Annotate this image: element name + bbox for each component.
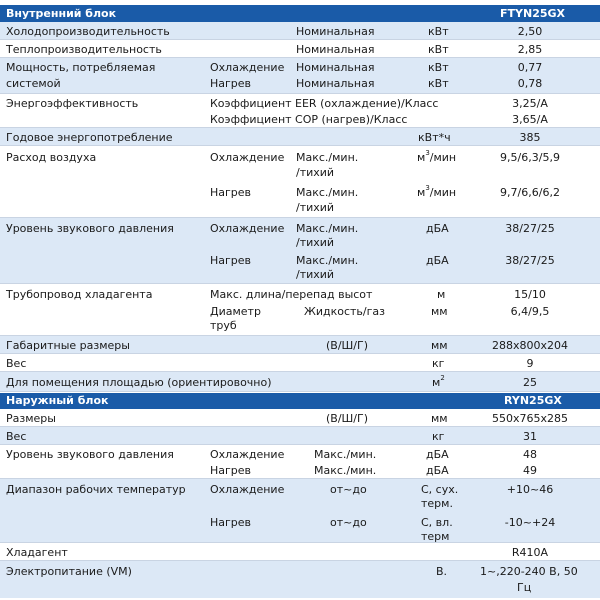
row-operation: Нагрев <box>210 77 252 90</box>
row-unit: В. <box>436 565 448 578</box>
refrigerant-piping-row <box>0 284 600 336</box>
row-unit: кВт <box>428 77 449 90</box>
row-value: 9,5/6,3/5,9 <box>500 151 560 164</box>
power-supply-row <box>0 561 600 598</box>
row-value: -10~+24 <box>504 516 556 529</box>
row-mode: /тихий <box>296 268 335 281</box>
row-descriptor: труб <box>210 319 237 332</box>
row-label: Хладагент <box>6 546 68 559</box>
row-unit: дБА <box>426 464 449 477</box>
row-unit: терм <box>421 530 450 543</box>
row-mode: Макс./мин. <box>296 254 359 267</box>
row-descriptor: Макс. длина/перепад высот <box>210 288 373 301</box>
row-operation: Охлаждение <box>210 222 285 235</box>
operating-temperature-row <box>0 479 600 543</box>
row-mode: Номинальная <box>296 25 375 38</box>
row-value: R410A <box>511 546 549 559</box>
row-value: 0,77 <box>517 61 543 74</box>
row-unit: м <box>437 288 446 301</box>
row-value: 385 <box>519 131 541 144</box>
row-descriptor: Диаметр <box>210 305 261 318</box>
row-operation: Нагрев <box>210 464 252 477</box>
row-unit: С, вл. <box>421 516 453 529</box>
row-unit: $м^2$ <box>432 374 445 389</box>
outdoor-unit-title: Наружный блок <box>6 394 109 407</box>
row-descriptor: Коэффициент EER (охлаждение)/Класс <box>210 97 439 110</box>
row-value: 31 <box>523 430 537 443</box>
row-label: Электропитание (VM) <box>6 565 132 578</box>
row-mode: Номинальная <box>296 43 375 56</box>
indoor-dimensions-row <box>0 336 600 354</box>
row-value: 3,25/A <box>512 97 548 110</box>
row-label: Расход воздуха <box>6 151 97 164</box>
energy-efficiency-row <box>0 94 600 128</box>
row-value: 9,7/6,6/6,2 <box>500 186 560 199</box>
row-value: 49 <box>523 464 537 477</box>
outdoor-dimensions-row <box>0 409 600 427</box>
row-operation: Охлаждение <box>210 448 285 461</box>
row-unit: кВт <box>428 43 449 56</box>
row-unit: кВт <box>428 25 449 38</box>
room-area-row <box>0 372 600 392</box>
row-value: 48 <box>523 448 537 461</box>
airflow-row <box>0 146 600 218</box>
row-value: 2,50 <box>517 25 543 38</box>
row-unit: С, сух. <box>421 483 459 496</box>
power-consumption-row <box>0 58 600 94</box>
row-value: 1~,220-240 В, 50 <box>480 565 578 578</box>
row-mode: Макс./мин. <box>296 186 359 199</box>
row-operation: Нагрев <box>210 516 252 529</box>
row-mode: /тихий <box>296 236 335 249</box>
row-value: 2,85 <box>517 43 543 56</box>
row-unit: дБА <box>426 448 449 461</box>
row-descriptor: Коэффициент COP (нагрев)/Класс <box>210 113 408 126</box>
row-mode: от~до <box>330 483 367 496</box>
row-label: Вес <box>6 430 27 443</box>
outdoor-unit-header <box>0 393 600 409</box>
row-value: +10~46 <box>506 483 554 496</box>
row-label: Теплопроизводительность <box>6 43 162 56</box>
row-operation: Охлаждение <box>210 151 285 164</box>
row-mode: /тихий <box>296 166 335 179</box>
row-value: 550x765x285 <box>491 412 568 425</box>
row-value: 38/27/25 <box>505 222 555 235</box>
row-operation: Охлаждение <box>210 61 285 74</box>
row-unit: дБА <box>426 222 449 235</box>
row-unit: кВт*ч <box>418 131 451 144</box>
row-label: Для помещения площадью (ориентировочно) <box>6 376 272 389</box>
row-mode: (В/Ш/Г) <box>326 412 369 425</box>
row-label: Уровень звукового давления <box>6 448 174 461</box>
row-mode: /тихий <box>296 201 335 214</box>
outdoor-model-name: RYN25GX <box>504 394 562 407</box>
indoor-weight-row <box>0 354 600 372</box>
cooling-capacity-row <box>0 22 600 40</box>
row-operation: Охлаждение <box>210 483 285 496</box>
row-unit: $м^3$/мин <box>417 184 457 199</box>
row-unit: кВт <box>428 61 449 74</box>
row-value: 25 <box>523 376 537 389</box>
row-subdescriptor: Жидкость/газ <box>304 305 385 318</box>
indoor-unit-title: Внутренний блок <box>6 7 117 20</box>
row-label: Размеры <box>6 412 56 425</box>
row-value: 0,78 <box>517 77 543 90</box>
row-label: системой <box>6 77 61 90</box>
row-label: Диапазон рабочих температур <box>6 483 186 496</box>
row-value: 3,65/A <box>512 113 548 126</box>
row-label: Трубопровод хладагента <box>6 288 153 301</box>
row-label: Уровень звукового давления <box>6 222 174 235</box>
row-value: 15/10 <box>514 288 546 301</box>
row-label: Холодопроизводительность <box>6 25 170 38</box>
row-mode: Макс./мин. <box>296 151 359 164</box>
row-unit: кг <box>432 357 445 370</box>
annual-consumption-row <box>0 128 600 146</box>
row-unit: кг <box>432 430 445 443</box>
indoor-sound-row <box>0 218 600 284</box>
row-value: 288x800x204 <box>491 339 568 352</box>
row-mode: Номинальная <box>296 77 375 90</box>
row-value: Гц <box>517 581 532 594</box>
outdoor-sound-row <box>0 445 600 479</box>
indoor-model-name: FTYN25GX <box>500 7 566 20</box>
indoor-unit-header <box>0 5 600 22</box>
row-unit: $м^3$/мин <box>417 149 457 164</box>
row-label: Габаритные размеры <box>6 339 130 352</box>
row-mode: Макс./мин. <box>296 222 359 235</box>
heating-capacity-row <box>0 40 600 58</box>
row-mode: Номинальная <box>296 61 375 74</box>
row-value: 9 <box>526 357 534 370</box>
row-label: Вес <box>6 357 27 370</box>
row-mode: (В/Ш/Г) <box>326 339 369 352</box>
row-value: 38/27/25 <box>505 254 555 267</box>
refrigerant-row <box>0 543 600 561</box>
row-unit: терм. <box>421 497 453 510</box>
row-label: Энергоэффективность <box>6 97 139 110</box>
row-value: 6,4/9,5 <box>510 305 550 318</box>
row-label: Годовое энергопотребление <box>6 131 173 144</box>
row-operation: Нагрев <box>210 186 252 199</box>
row-operation: Нагрев <box>210 254 252 267</box>
row-unit: мм <box>431 305 448 318</box>
row-mode: от~до <box>330 516 367 529</box>
outdoor-weight-row <box>0 427 600 445</box>
row-unit: мм <box>431 339 448 352</box>
row-unit: дБА <box>426 254 449 267</box>
row-label: Мощность, потребляемая <box>6 61 156 74</box>
row-mode: Макс./мин. <box>314 448 377 461</box>
row-mode: Макс./мин. <box>314 464 377 477</box>
row-unit: мм <box>431 412 448 425</box>
